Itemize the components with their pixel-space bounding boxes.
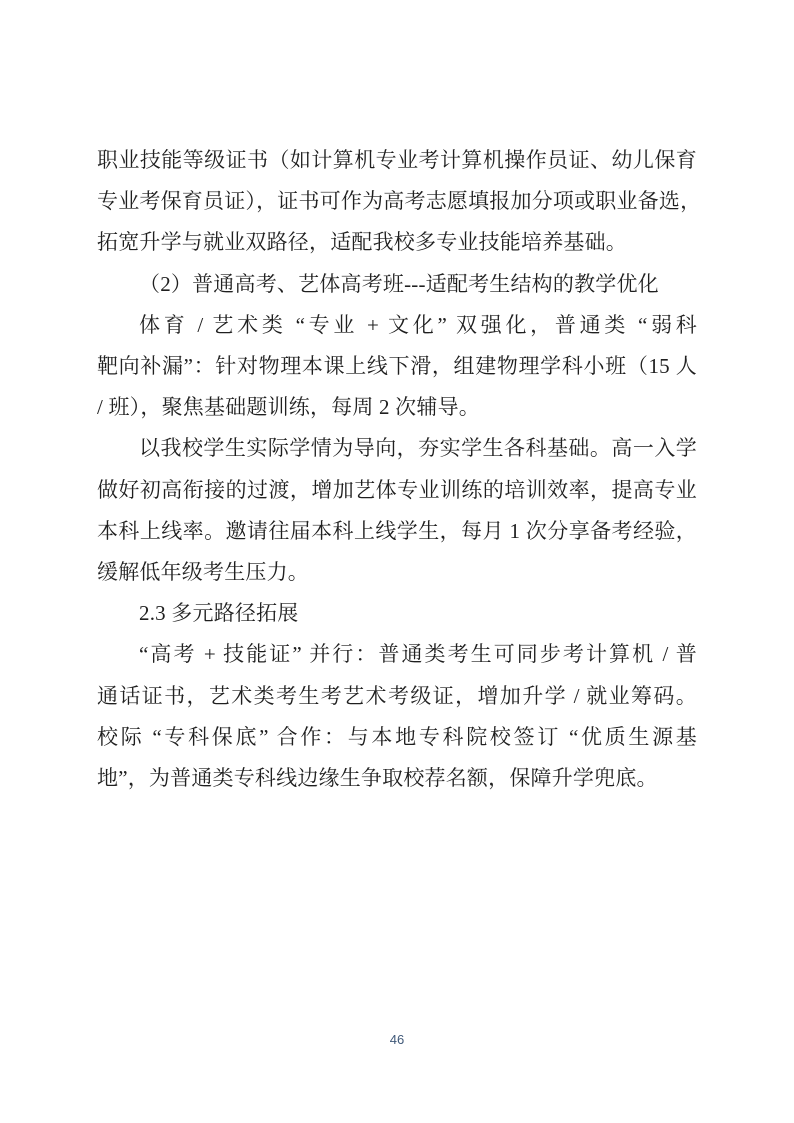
text-line: （2）普通高考、艺体高考班---适配考生结构的教学优化 bbox=[139, 271, 659, 296]
page-number: 46 bbox=[389, 1032, 405, 1047]
text-line: 职业技能等级证书（如计算机专业考计算机操作员证、幼儿保育 bbox=[97, 148, 697, 172]
text-line: 地”，为普通类专科线边缘生争取校荐名额，保障升学兜底。 bbox=[97, 766, 658, 791]
text-line: 缓解低年级考生压力。 bbox=[97, 560, 309, 585]
text-line: 通话证书，艺术类考生考艺术考级证，增加升学 / 就业筹码。 bbox=[97, 683, 697, 708]
text-line: “高考 + 技能证” 并行：普通类考生可同步考计算机 / 普 bbox=[139, 642, 697, 667]
paragraph bbox=[97, 428, 697, 593]
text-line: 体育 / 艺术类 “专业 + 文化” 双强化，普通类 “弱科 bbox=[139, 312, 697, 337]
text-line: 专业考保育员证），证书可作为高考志愿填报加分项或职业备选， bbox=[97, 189, 702, 214]
paragraph bbox=[97, 264, 697, 305]
text-line: 本科上线率。邀请往届本科上线学生，每月 1 次分享备考经验， bbox=[97, 518, 697, 543]
section-heading bbox=[97, 593, 697, 634]
page-footer bbox=[0, 1031, 794, 1049]
text-line: / 班），聚焦基础题训练，每周 2 次辅导。 bbox=[97, 395, 480, 420]
document-body bbox=[97, 140, 702, 799]
text-line: 以我校学生实际学情为导向，夯实学生各科基础。高一入学 bbox=[139, 436, 697, 461]
text-line: 靶向补漏”：针对物理本课上线下滑，组建物理学科小班（15 人 bbox=[97, 354, 697, 379]
text-line: 拓宽升学与就业双路径，适配我校多专业技能培养基础。 bbox=[97, 230, 627, 255]
text-line: 校际 “专科保底” 合作：与本地专科院校签订 “优质生源基 bbox=[97, 724, 697, 749]
paragraph bbox=[97, 140, 702, 264]
paragraph bbox=[97, 305, 697, 429]
text-line: 2.3 多元路径拓展 bbox=[139, 601, 299, 626]
paragraph bbox=[97, 634, 697, 799]
text-line: 做好初高衔接的过渡，增加艺体专业训练的培训效率，提高专业 bbox=[97, 477, 697, 502]
